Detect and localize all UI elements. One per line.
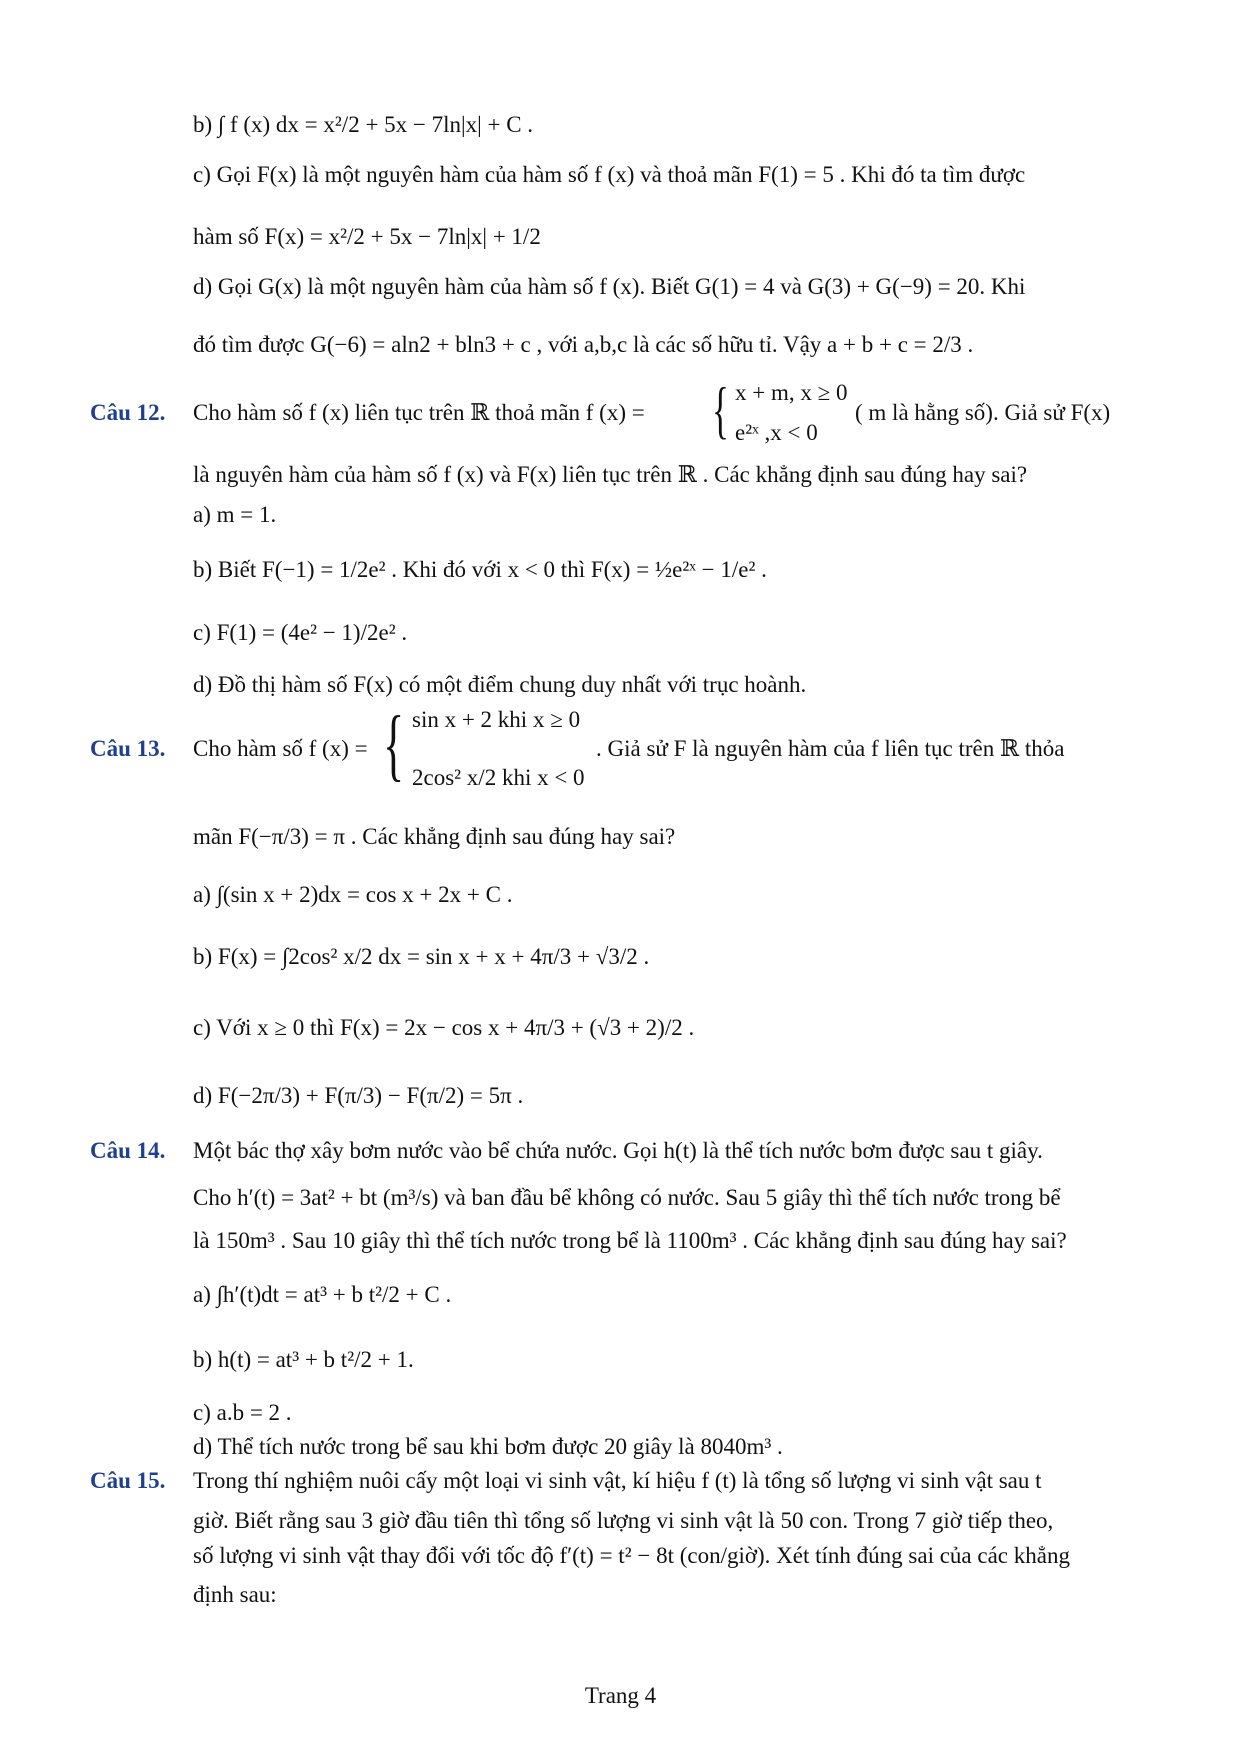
question-13-item-b: b) F(x) = ∫2cos² x/2 dx = sin x + x + 4π/3 + √3/2 . (193, 944, 650, 969)
prev-item-d-line2: đó tìm được G(−6) = aln2 + bln3 + c , với a,b,c là các số hữu tỉ. Vậy a + b + c = 2/3 . (193, 332, 974, 357)
question-12-item-d: d) Đồ thị hàm số F(x) có một điểm chung duy nhất với trục hoành. (193, 672, 807, 697)
question-13-item-a: a) ∫(sin x + 2)dx = cos x + 2x + C . (193, 882, 513, 907)
question-13-brace: { (383, 701, 405, 789)
question-12-label: Câu 12. (90, 400, 166, 425)
question-15-label: Câu 15. (90, 1468, 166, 1493)
question-12-item-a: a) m = 1. (193, 502, 277, 527)
prev-item-d-line1: d) Gọi G(x) là một nguyên hàm của hàm số f (x). Biết G(1) = 4 và G(3) + G(−9) = 20. Khi (193, 274, 1026, 299)
question-14-label: Câu 14. (90, 1138, 166, 1163)
question-13-intro-post: . Giả sử F là nguyên hàm của f liên tục trên ℝ thỏa (596, 736, 1065, 761)
page-footer: Trang 4 (584, 1683, 657, 1708)
question-12-line-2: là nguyên hàm của hàm số f (x) và F(x) liên tục trên ℝ . Các khẳng định sau đúng hay sai? (193, 462, 1028, 487)
question-12-item-b: b) Biết F(−1) = 1/2e² . Khi đó với x < 0 thì F(x) = ½e²ˣ − 1/e² . (193, 557, 767, 582)
question-13-item-d: d) F(−2π/3) + F(π/3) − F(π/2) = 5π . (193, 1083, 524, 1108)
question-15-line-1: Trong thí nghiệm nuôi cấy một loại vi sinh vật, kí hiệu f (t) là tổng số lượng vi sinh vật sau t (193, 1468, 1042, 1493)
question-14-item-d: d) Thể tích nước trong bể sau khi bơm được 20 giây là 8040m³ . (193, 1434, 783, 1459)
question-15-line-2: giờ. Biết rằng sau 3 giờ đầu tiên thì tổng số lượng vi sinh vật là 50 con. Trong 7 giờ tiếp theo, (193, 1508, 1054, 1533)
question-13-case-2: 2cos² x/2 khi x < 0 (412, 765, 585, 790)
question-13-item-c: c) Với x ≥ 0 thì F(x) = 2x − cos x + 4π/3 + (√3 + 2)/2 . (193, 1015, 695, 1040)
prev-item-b: b) ∫ f (x) dx = x²/2 + 5x − 7ln|x| + C . (193, 112, 534, 137)
question-13-intro: Cho hàm số f (x) = (193, 736, 368, 761)
question-13-case-1: sin x + 2 khi x ≥ 0 (412, 707, 581, 732)
question-12-case-2: e²ˣ ,x < 0 (735, 420, 818, 445)
question-14-item-c: c) a.b = 2 . (193, 1400, 292, 1425)
prev-item-c-line1: c) Gọi F(x) là một nguyên hàm của hàm số f (x) và thoả mãn F(1) = 5 . Khi đó ta tìm được (193, 162, 1026, 187)
question-14-line-1: Một bác thợ xây bơm nước vào bể chứa nước. Gọi h(t) là thể tích nước bơm được sau t giây. (193, 1138, 1043, 1163)
question-14-item-a: a) ∫h′(t)dt = at³ + b t²/2 + C . (193, 1282, 452, 1307)
question-14-line-2: Cho h′(t) = 3at² + bt (m³/s) và ban đầu bể không có nước. Sau 5 giây thì thể tích nước trong bể (193, 1185, 1061, 1210)
question-12-item-c: c) F(1) = (4e² − 1)/2e² . (193, 620, 408, 645)
question-15-line-4: định sau: (193, 1582, 277, 1607)
question-15-line-3: số lượng vi sinh vật thay đổi với tốc độ f′(t) = t² − 8t (con/giờ). Xét tính đúng sai của các khẳng (193, 1543, 1070, 1568)
question-12-intro: Cho hàm số f (x) liên tục trên ℝ thoả mãn f (x) = (193, 400, 645, 425)
question-13-line-2: mãn F(−π/3) = π . Các khẳng định sau đúng hay sai? (193, 824, 676, 849)
question-13-label: Câu 13. (90, 736, 166, 761)
question-14-item-b: b) h(t) = at³ + b t²/2 + 1. (193, 1347, 414, 1372)
prev-item-c-line2: hàm số F(x) = x²/2 + 5x − 7ln|x| + 1/2 (193, 224, 541, 249)
question-12-case-1: x + m, x ≥ 0 (735, 380, 848, 405)
question-12-brace: { (712, 374, 729, 445)
question-14-line-3: là 150m³ . Sau 10 giây thì thể tích nước trong bể là 1100m³ . Các khẳng định sau đúng hay sai? (193, 1228, 1067, 1253)
question-12-intro-post: ( m là hằng số). Giả sử F(x) (855, 400, 1111, 425)
